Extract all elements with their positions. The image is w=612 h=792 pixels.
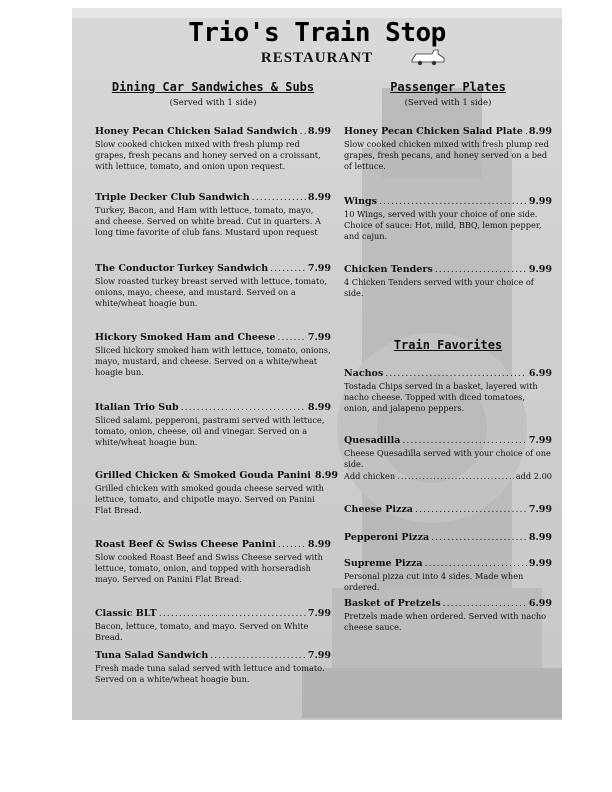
menu-item	[95, 650, 331, 685]
item-description: Grilled chicken with smoked gouda cheese served with lettuce, tomato, and chipotle mayo. Served on Panini Flat Bread.	[95, 483, 324, 515]
menu-item	[95, 263, 331, 309]
item-name: Supreme Pizza	[344, 558, 423, 569]
item-name: Chicken Tenders	[344, 264, 433, 275]
sandwiches-column	[95, 80, 339, 684]
item-price: 7.99	[528, 504, 552, 515]
addon-line	[344, 471, 552, 481]
item-name: Cheese Pizza	[344, 504, 413, 515]
dot-leader	[270, 263, 306, 274]
page-edge	[72, 8, 562, 18]
item-description: Sliced hickory smoked ham with lettuce, tomato, onions, mayo, mustard, and cheese. Served on a white/wheat hoagie bun.	[95, 345, 331, 377]
menu-item	[95, 539, 331, 585]
menu-item	[95, 332, 331, 378]
dot-leader	[379, 196, 527, 207]
item-description: Sliced salami, pepperoni, pastrami served with lettuce, tomato, onion, cheese, oil and vinegar. Served on a white/wheat hoagie bun.	[95, 415, 325, 447]
menu-item	[344, 558, 552, 593]
item-description: Slow cooked Roast Beef and Swiss Cheese served with lettuce, tomato, onion, and topped with horseradish mayo. Served on Panini Flat Bread.	[95, 552, 323, 584]
addon-price: add 2.00	[515, 471, 552, 481]
item-description: Slow cooked chicken mixed with fresh plump red grapes, fresh pecans, and honey served on a bed of lettuce.	[344, 139, 549, 171]
item-description: Turkey, Bacon, and Ham with lettuce, tomato, mayo, and cheese. Served on white bread. Cut in quarters. A long time favorite of club fans. Mustard upon request	[95, 205, 321, 237]
item-price: 9.99	[528, 264, 552, 275]
item-name: Quesadilla	[344, 435, 401, 446]
item-name: Honey Pecan Chicken Salad Sandwich	[95, 126, 298, 137]
item-price: 7.99	[307, 332, 331, 343]
dot-leader	[415, 504, 527, 515]
item-name: Triple Decker Club Sandwich	[95, 192, 250, 203]
menu-item	[344, 196, 552, 242]
item-description: Cheese Quesadilla served with your choice of one side.	[344, 448, 551, 469]
item-name: Tuna Salad Sandwich	[95, 650, 209, 661]
dot-leader	[278, 539, 306, 550]
item-name: Classic BLT	[95, 608, 157, 619]
menu-item	[95, 470, 339, 516]
dot-leader	[210, 650, 306, 661]
menu-item	[95, 608, 331, 643]
dot-leader	[181, 402, 306, 413]
menu-item	[344, 598, 552, 633]
item-name: Hickory Smoked Ham and Cheese	[95, 332, 276, 343]
item-name: Grilled Chicken & Smoked Gouda Panini	[95, 470, 311, 481]
item-price: 6.99	[528, 598, 552, 609]
menu-item	[344, 368, 552, 414]
dot-leader	[525, 126, 527, 137]
item-price: 8.99	[307, 126, 331, 137]
menu-item	[95, 192, 331, 238]
restaurant-title: Trio's Train Stop	[188, 18, 446, 48]
item-price: 8.99	[307, 539, 331, 550]
dot-leader	[385, 368, 527, 379]
item-name: Pepperoni Pizza	[344, 532, 430, 543]
section-title-train-favorites: Train Favorites	[393, 338, 503, 352]
addon-label: Add chicken	[344, 471, 396, 481]
item-price: 8.99	[528, 126, 552, 137]
item-name: Wings	[344, 196, 378, 207]
item-name: Nachos	[344, 368, 384, 379]
item-price: 8.99	[528, 532, 552, 543]
menu-page	[72, 8, 562, 720]
dot-leader	[252, 192, 306, 203]
dot-leader	[300, 126, 306, 137]
dot-leader	[425, 558, 527, 569]
item-name: Italian Trio Sub	[95, 402, 179, 413]
dot-leader	[443, 598, 527, 609]
item-description: Bacon, lettuce, tomato, and mayo. Served on White Bread.	[95, 621, 309, 642]
item-price: 8.99	[307, 402, 331, 413]
plates-column	[344, 80, 552, 632]
item-description: Tostada Chips served in a basket, layered with nacho cheese. Topped with diced tomatoes, onion, and jalapeno peppers.	[344, 381, 538, 413]
item-price: 8.99	[314, 470, 339, 481]
menu-item	[344, 264, 552, 299]
dot-leader	[435, 264, 527, 275]
section-title-sandwiches: Dining Car Sandwiches & Subs	[111, 80, 315, 94]
section-title-passenger-plates: Passenger Plates	[390, 80, 506, 94]
train-engine-icon	[410, 48, 446, 66]
item-price: 7.99	[307, 650, 331, 661]
section-note: (Served with 1 side)	[169, 98, 257, 108]
dot-leader	[159, 608, 306, 619]
dot-leader	[431, 532, 527, 543]
menu-item	[344, 532, 552, 543]
dot-leader	[277, 332, 305, 343]
restaurant-subtitle: RESTAURANT	[260, 50, 374, 66]
menu-item	[344, 126, 552, 172]
item-description: Personal pizza cut into 4 sides. Made when ordered.	[344, 571, 524, 592]
item-price: 6.99	[528, 368, 552, 379]
item-price: 9.99	[528, 558, 552, 569]
dot-leader	[397, 471, 514, 481]
item-description: 10 Wings, served with your choice of one side. Choice of sauce: Hot, mild, BBQ, lemon pepper, and cajun.	[344, 209, 542, 241]
menu-item	[344, 435, 552, 481]
item-price: 7.99	[307, 263, 331, 274]
item-name: Roast Beef & Swiss Cheese Panini	[95, 539, 276, 550]
dot-leader	[402, 435, 527, 446]
item-price: 8.99	[307, 192, 331, 203]
item-name: The Conductor Turkey Sandwich	[95, 263, 269, 274]
item-price: 7.99	[528, 435, 552, 446]
menu-item	[344, 504, 552, 515]
item-name: Honey Pecan Chicken Salad Plate	[344, 126, 523, 137]
item-description: Fresh made tuna salad served with lettuce and tomato. Served on a white/wheat hoagie bun.	[95, 663, 325, 684]
item-price: 7.99	[307, 608, 331, 619]
item-price: 9.99	[528, 196, 552, 207]
item-description: Slow cooked chicken mixed with fresh plump red grapes, fresh pecans and honey served on a croissant, with lettuce, tomato, and onion upon request.	[95, 139, 321, 171]
menu-item	[95, 402, 331, 448]
item-name: Basket of Pretzels	[344, 598, 441, 609]
menu-item	[95, 126, 331, 172]
item-description: Slow roasted turkey breast served with lettuce, tomato, onions, mayo, cheese, and mustard. Served on a white/wheat hoagie bun.	[95, 276, 327, 308]
section-note: (Served with 1 side)	[404, 98, 492, 108]
item-description: Pretzels made when ordered. Served with nacho cheese sauce.	[344, 611, 547, 632]
item-description: 4 Chicken Tenders served with your choice of side.	[344, 277, 534, 298]
